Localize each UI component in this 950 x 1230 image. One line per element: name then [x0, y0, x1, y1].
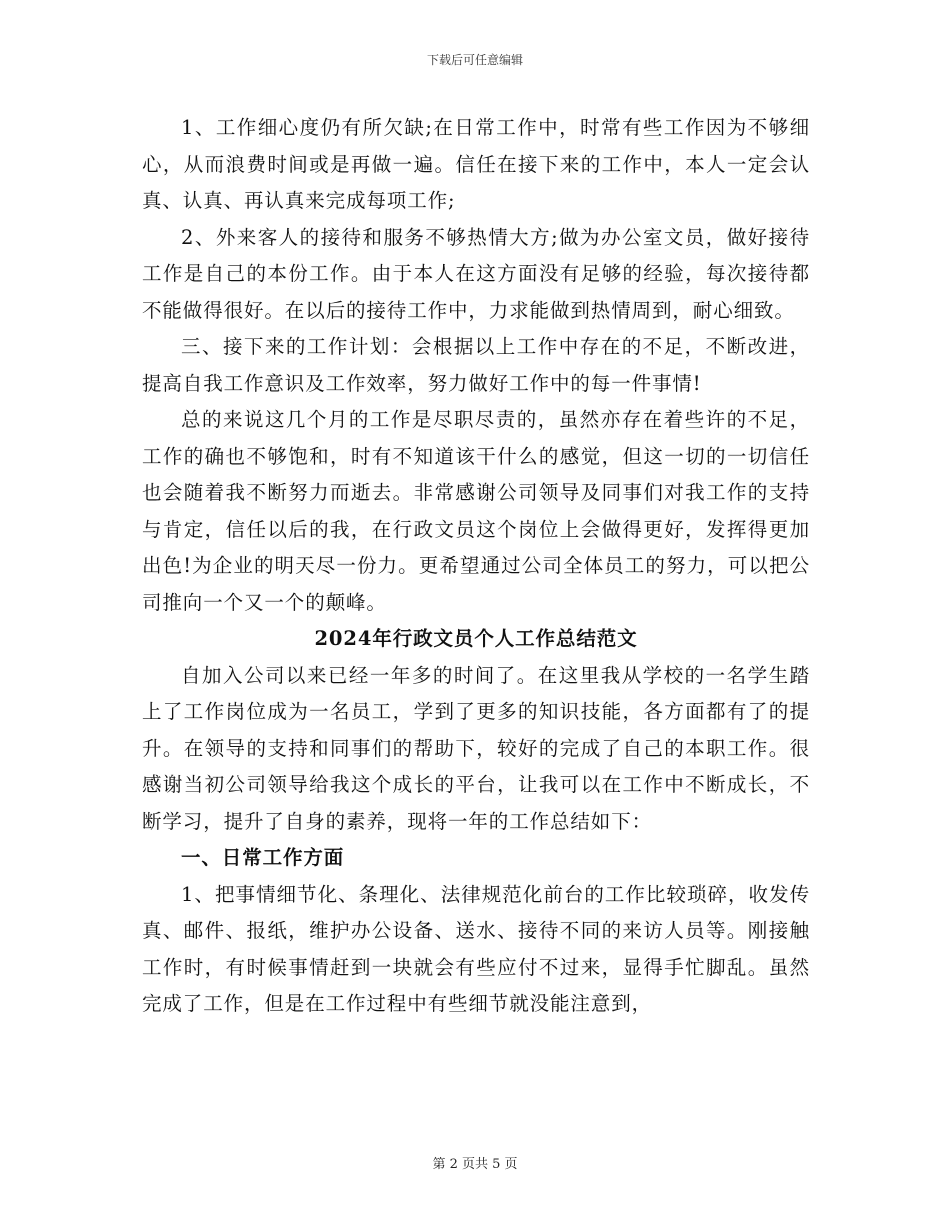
document-body — [142, 110, 810, 1023]
paragraph-reception-service: 2、外来客人的接待和服务不够热情大方;做为办公室文员，做好接待工作是自己的本份工作。由于本人在这方面没有足够的经验，每次接待都不能做得很好。在以后的接待工作中，力求能做到热情周到，耐心细致。 — [142, 225, 810, 322]
paragraph-care-deficiency: 1、工作细心度仍有所欠缺;在日常工作中，时常有些工作因为不够细心，从而浪费时间或是再做一遍。信任在接下来的工作中，本人一定会认真、认真、再认真来完成每项工作; — [142, 116, 810, 212]
section-title: 2024年行政文员个人工作总结范文 — [314, 627, 638, 650]
page-footer: 第 2 页共 5 页 — [432, 1157, 518, 1172]
paragraph-work-plan: 三、接下来的工作计划：会根据以上工作中存在的不足，不断改进，提高自我工作意识及工作效率，努力做好工作中的每一件事情! — [142, 335, 810, 395]
paragraph-detail-work: 1、把事情细节化、条理化、法律规范化前台的工作比较琐碎，收发传真、邮件、报纸，维护办公设备、送水、接待不同的来访人员等。刚接触工作时，有时候事情赶到一块就会有些应付不过来，显得手忙脚乱。虽然完成了工作，但是在工作过程中有些细节就没能注意到， — [142, 882, 810, 1015]
paragraph-introduction: 自加入公司以来已经一年多的时间了。在这里我从学校的一名学生踏上了工作岗位成为一名员工，学到了更多的知识技能，各方面都有了的提升。在领导的支持和同事们的帮助下，较好的完成了自己的本职工作。很感谢当初公司领导给我这个成长的平台，让我可以在工作中不断成长，不断学习，提升了自身的素养，现将一年的工作总结如下： — [142, 663, 810, 833]
paragraph-summary: 总的来说这几个月的工作是尽职尽责的，虽然亦存在着些许的不足，工作的确也不够饱和，时有不知道该干什么的感觉，但这一切的一切信任也会随着我不断努力而逝去。非常感谢公司领导及同事们对我工作的支持与肯定，信任以后的我，在行政文员这个岗位上会做得更好，发挥得更加出色!为企业的明天尽一份力。更希望通过公司全体员工的努力，可以把公司推向一个又一个的颠峰。 — [142, 408, 810, 614]
page-header: 下载后可任意编辑 — [426, 53, 523, 67]
section-heading-daily-work: 一、日常工作方面 — [181, 846, 345, 869]
